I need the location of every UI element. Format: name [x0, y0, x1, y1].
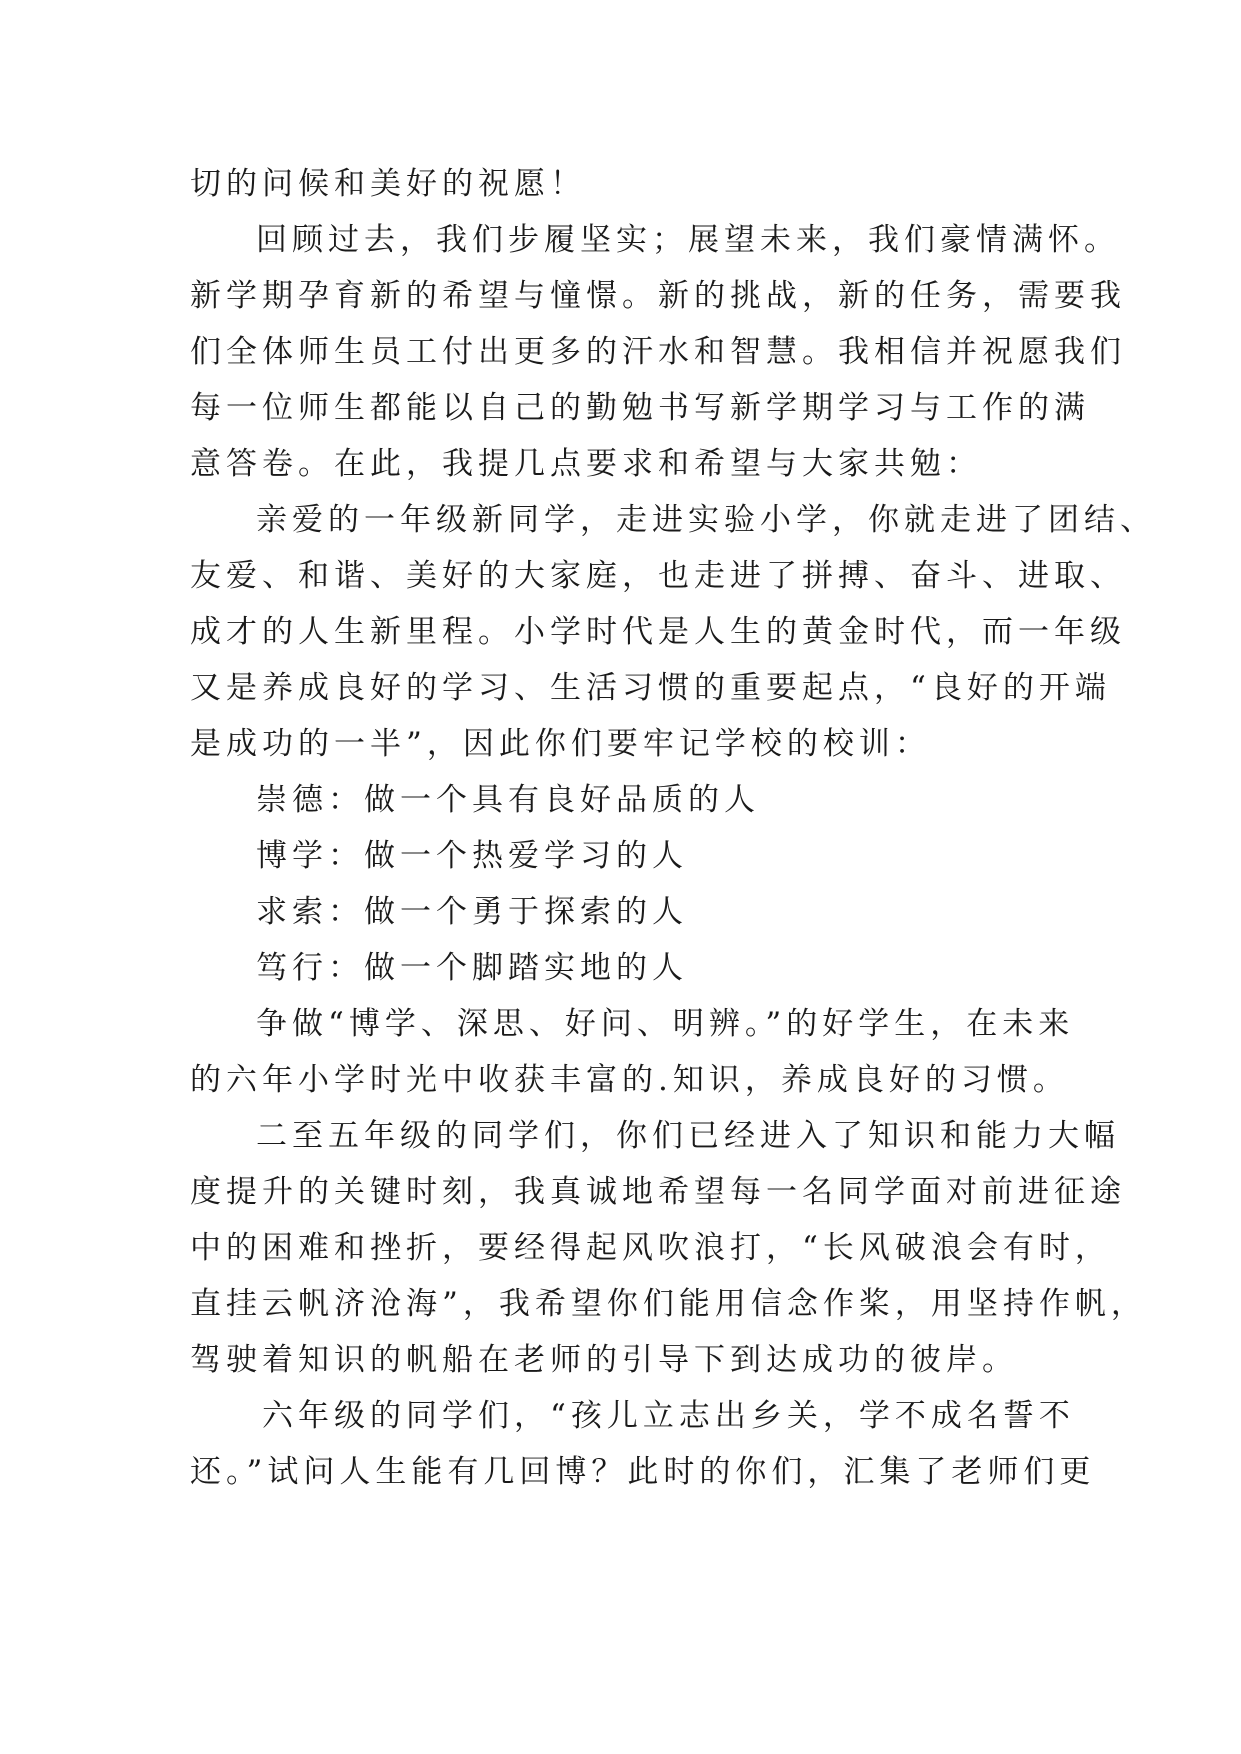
- text-line: 们全体师生员工付出更多的汗水和智慧。我相信并祝愿我们: [190, 334, 1126, 370]
- text-line: 友爱、和谐、美好的大家庭，也走进了拼搏、奋斗、进取、: [190, 558, 1126, 594]
- text-line: 直挂云帆济沧海”，我希望你们能用信念作桨，用坚持作帆，: [190, 1286, 1147, 1322]
- text-line: 驾驶着知识的帆船在老师的引导下到达成功的彼岸。: [190, 1342, 1018, 1378]
- text-line: 成才的人生新里程。小学时代是人生的黄金时代，而一年级: [190, 614, 1126, 650]
- motto-line: 求索：做一个勇于探索的人: [256, 894, 688, 930]
- paragraph-start: 二至五年级的同学们，你们已经进入了知识和能力大幅: [256, 1118, 1120, 1154]
- text-line: 切的问候和美好的祝愿！: [190, 166, 586, 202]
- text-line: 意答卷。在此，我提几点要求和希望与大家共勉：: [190, 446, 982, 482]
- text-line: 的六年小学时光中收获丰富的.知识，养成良好的习惯。: [190, 1062, 1069, 1098]
- text-line: 是成功的一半”，因此你们要牢记学校的校训：: [190, 726, 931, 762]
- text-line: 度提升的关键时刻，我真诚地希望每一名同学面对前进征途: [190, 1174, 1126, 1210]
- paragraph-start: 亲爱的一年级新同学，走进实验小学，你就走进了团结、: [256, 502, 1156, 538]
- motto-line: 博学：做一个热爱学习的人: [256, 838, 688, 874]
- text-line: 又是养成良好的学习、生活习惯的重要起点，“良好的开端: [190, 670, 1111, 706]
- text-line: 还。”试问人生能有几回博？此时的你们，汇集了老师们更: [190, 1454, 1096, 1490]
- text-line: 中的困难和挫折，要经得起风吹浪打，“长风破浪会有时，: [190, 1230, 1111, 1266]
- paragraph-start: 争做“博学、深思、好问、明辨。”的好学生，在未来: [256, 1006, 1075, 1042]
- text-line: 每一位师生都能以自己的勤勉书写新学期学习与工作的满: [190, 390, 1090, 426]
- paragraph-start: 六年级的同学们，“孩儿立志出乡关，学不成名誓不: [262, 1398, 1075, 1434]
- motto-line: 崇德：做一个具有良好品质的人: [256, 782, 760, 818]
- motto-line: 笃行：做一个脚踏实地的人: [256, 950, 688, 986]
- text-line: 新学期孕育新的希望与憧憬。新的挑战，新的任务，需要我: [190, 278, 1126, 314]
- paragraph-start: 回顾过去，我们步履坚实；展望未来，我们豪情满怀。: [256, 222, 1120, 258]
